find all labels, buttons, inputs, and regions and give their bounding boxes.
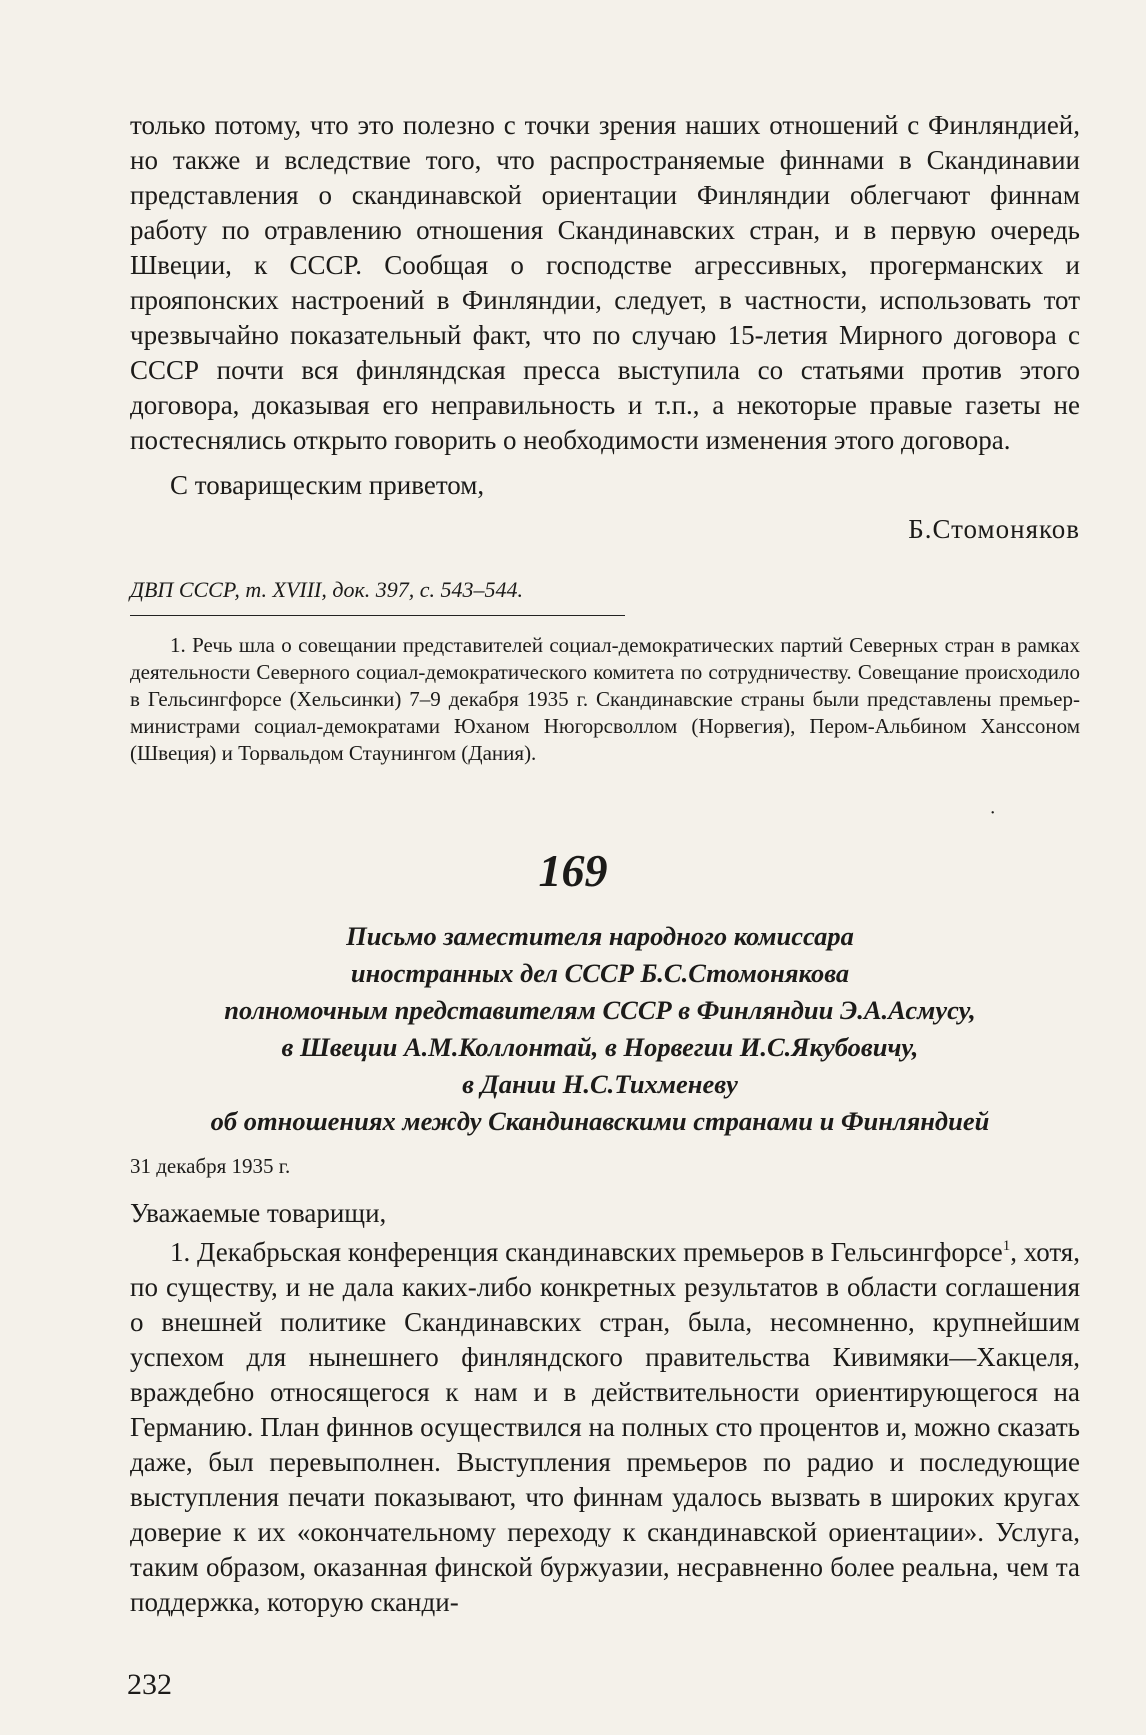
footnote-divider	[130, 615, 625, 616]
document-date: 31 декабря 1935 г.	[130, 1154, 291, 1178]
title-line: в Швеции А.М.Коллонтай, в Норвегии И.С.Якубовичу,	[281, 1032, 919, 1062]
stray-mark: ·	[989, 802, 996, 824]
closing-greeting: С товарищеским приветом,	[170, 470, 485, 500]
document-title	[115, 918, 1085, 1140]
title-line: в Дании Н.С.Тихменеву	[462, 1069, 738, 1099]
page-number: 232	[127, 1668, 172, 1701]
signature: Б.Стомоняков	[908, 514, 1080, 544]
title-line: полномочным представителям СССР в Финляндии Э.А.Асмусу,	[224, 995, 976, 1025]
document-number: 169	[538, 845, 608, 896]
footnote: 1. Речь шла о совещании представителей социал-демократических партий Северных стран в рамках деятельности Северного социал-демократического комитета по сотрудничеству. Совещание происходило в Гельсингфорсе (Хельсинки) 7–9 декабря 1935 г. Скандинавские страны были представлены премьер-министрами социал-демократами Юханом Нюгорсволлом (Норвегия), Пером-Альбином Ханссоном (Швеция) и Торвальдом Стаунингом (Дания).	[130, 633, 1080, 765]
continuation-paragraph: только потому, что это полезно с точки зрения наших отношений с Финляндией, но также и вследствие того, что распространяемые финнами в Скандинавии представления о скандинавской ориентации Финляндии облегчают финнам работу по отравлению отношения Скандинавских стран, и в первую очередь Швеции, к СССР. Сообщая о господстве агрессивных, прогерманских и прояпонских настроений в Финляндии, следует, в частности, использовать тот чрезвычайно показательный факт, что по случаю 15-летия Мирного договора с СССР почти вся финляндская пресса выступила со статьями против этого договора, доказывая его неправильность и т.п., а некоторые правые газеты не постеснялись открыто говорить о необходимости изменения этого договора.	[130, 110, 1080, 455]
title-line: Письмо заместителя народного комиссара	[346, 921, 854, 951]
salutation: Уважаемые товарищи,	[130, 1198, 387, 1228]
source-reference: ДВП СССР, т. XVIII, док. 397, с. 543–544.	[130, 577, 524, 602]
title-line: об отношениях между Скандинавскими странами и Финляндией	[210, 1106, 990, 1136]
letter-text-rest: , хотя, по существу, и не дала каких-либо конкретных результатов в области соглашения о внешней политике Скандинавских стран, была, несомненно, крупнейшим успехом для нынешнего финляндского правительства Кивимяки—Хакцеля, враждебно относящегося к нам и в действительности ориентирующегося на Германию. План финнов осуществился на полных сто процентов и, можно сказать даже, был перевыполнен. Выступления премьеров по радио и последующие выступления печати показывают, что финнам удалось вызвать в широких кругах доверие к их «окончательному переходу к скандинавской ориентации». Услуга, таким образом, оказанная финской буржуазии, несравненно более реальна, чем та поддержка, которую сканди-	[130, 1237, 1080, 1617]
letter-paragraph	[130, 1235, 1080, 1620]
footnote-marker: 1	[1002, 1238, 1011, 1254]
letter-text-start: 1. Декабрьская конференция скандинавских премьеров в Гельсингфорсе	[170, 1237, 1003, 1267]
title-line: иностранных дел СССР Б.С.Стомонякова	[350, 958, 850, 988]
